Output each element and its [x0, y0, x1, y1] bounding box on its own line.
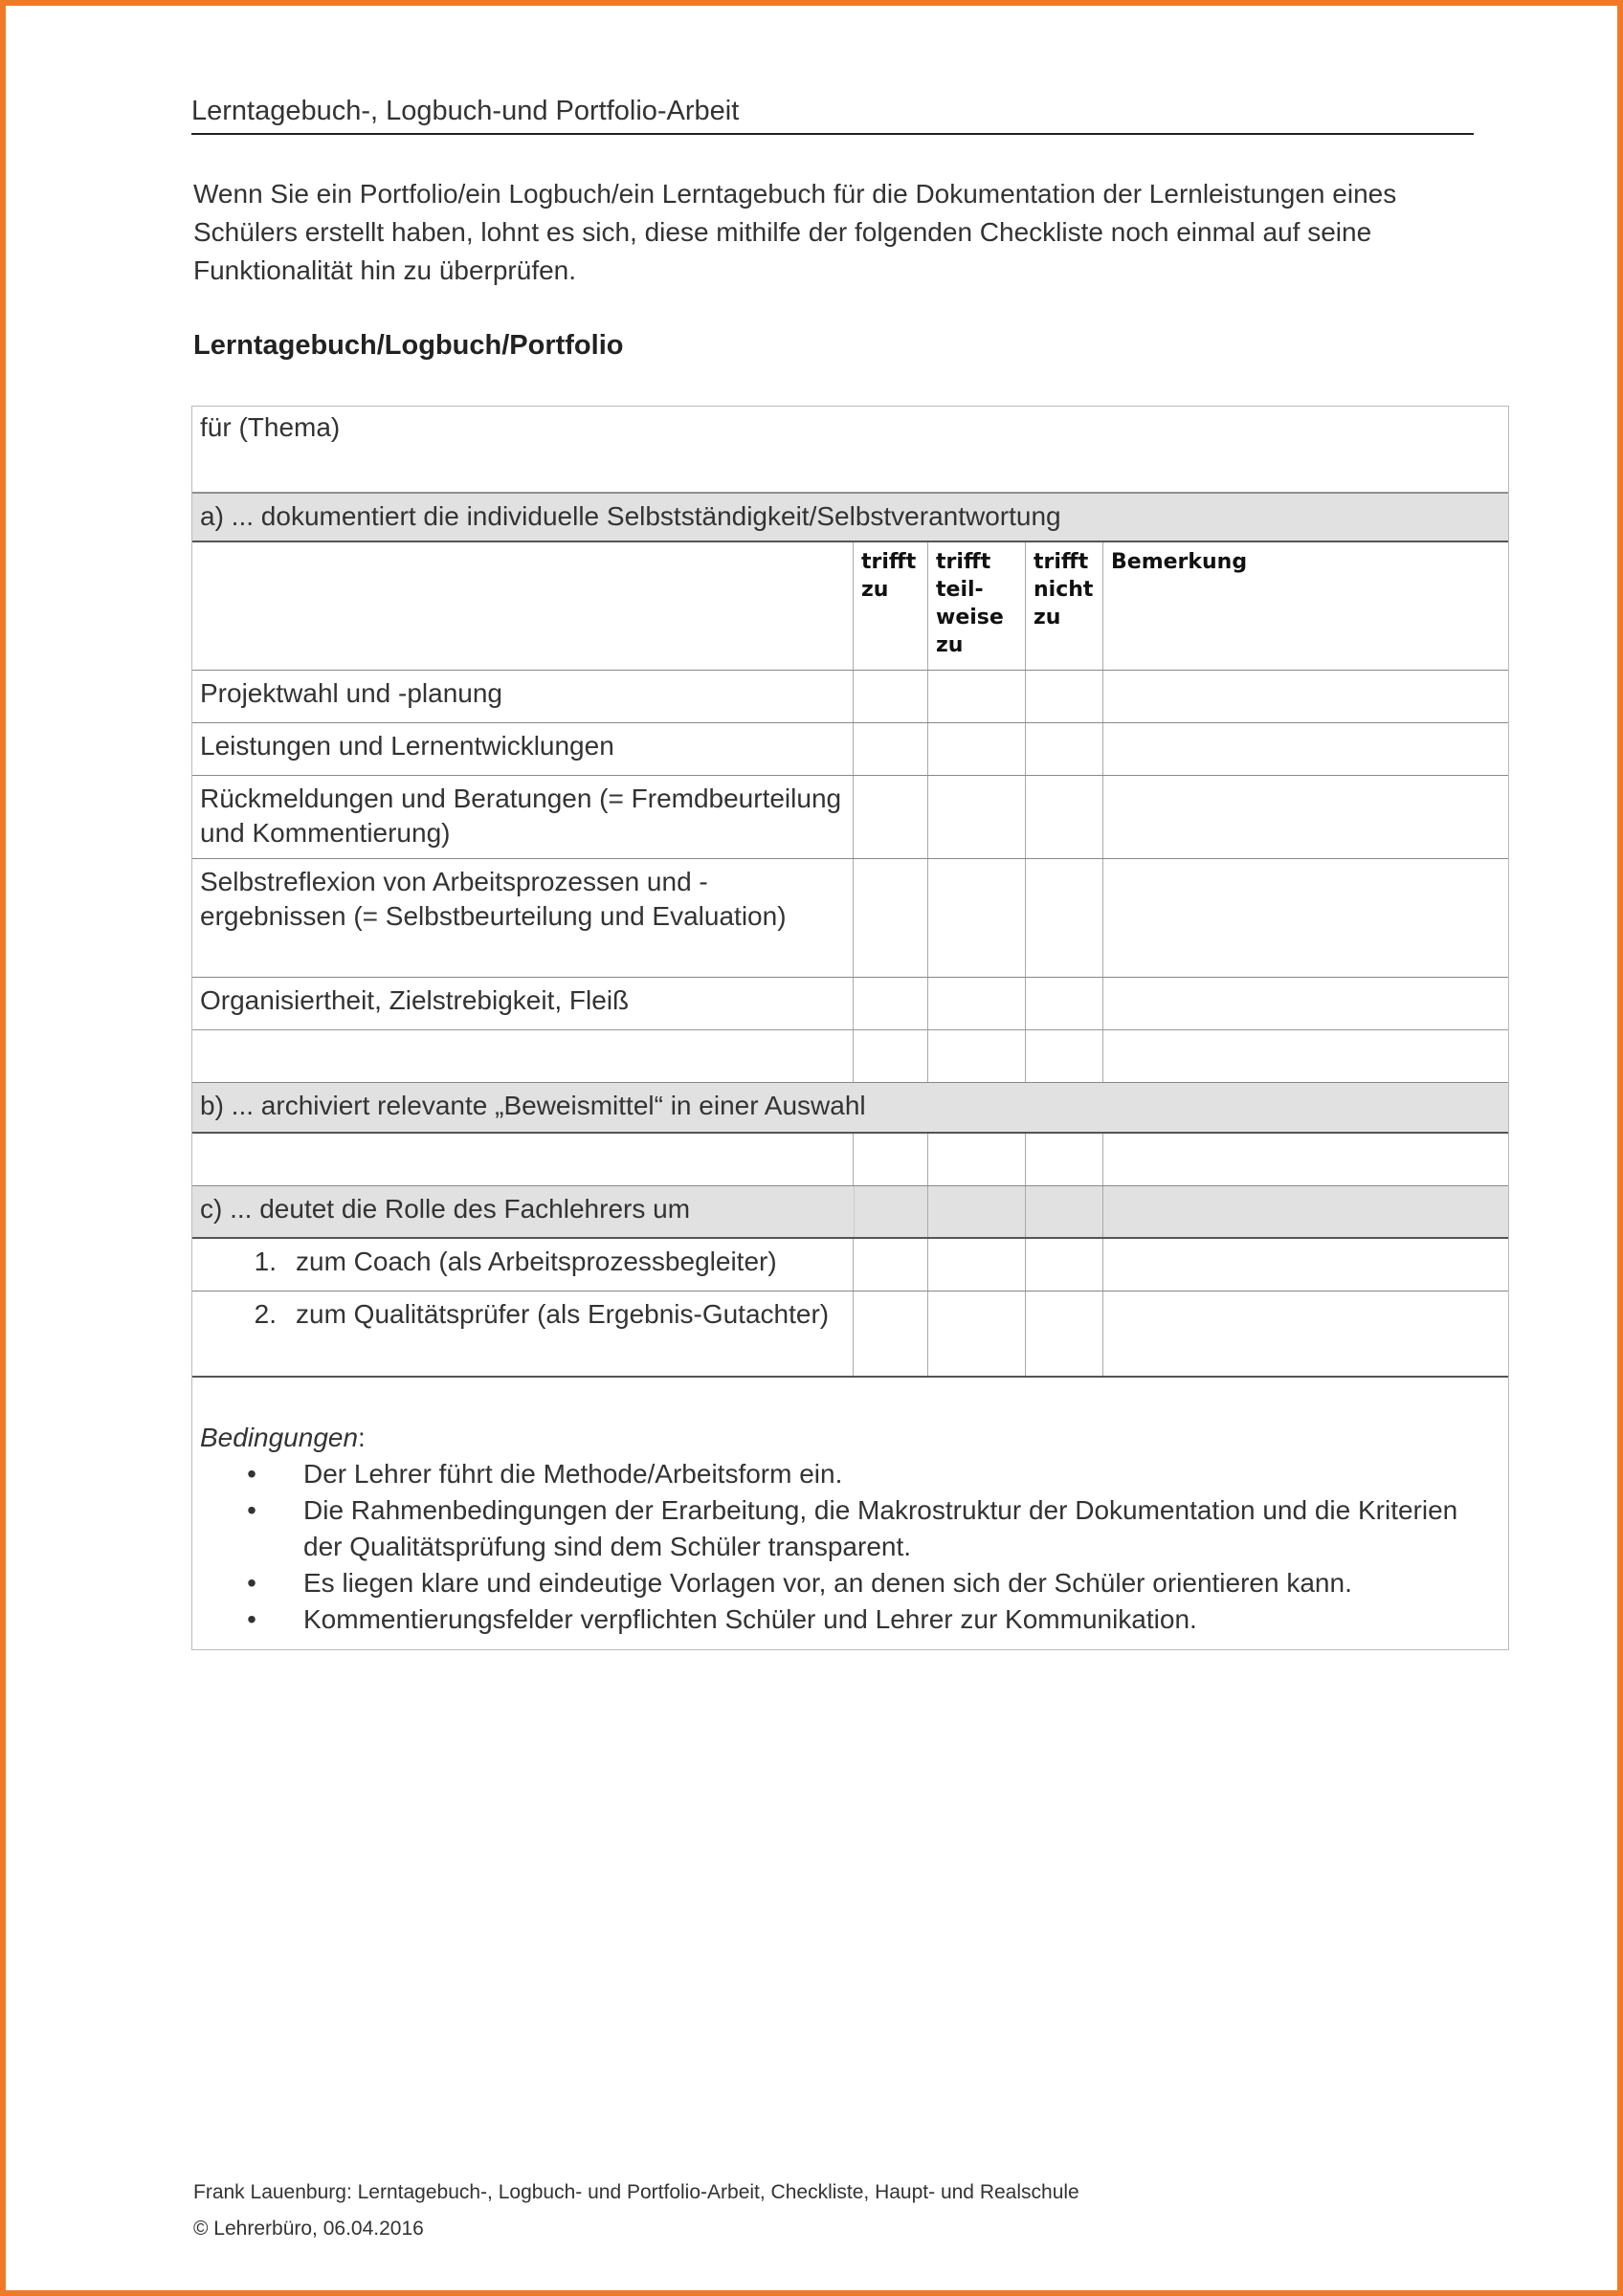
footer-copyright: © Lehrerbüro, 06.04.2016: [193, 2218, 424, 2240]
col-trifft-nicht: trifft nicht zu: [1026, 542, 1103, 670]
check-cell[interactable]: [1026, 776, 1103, 858]
check-cell[interactable]: [928, 1239, 1026, 1291]
check-cell[interactable]: [1026, 859, 1103, 977]
topic-label: für (Thema): [200, 412, 341, 442]
bullet-icon: •: [247, 1604, 256, 1634]
remark-cell[interactable]: [1103, 978, 1508, 1029]
table-row: [192, 671, 1508, 723]
check-cell[interactable]: [1026, 1292, 1103, 1376]
header-blank-cell: [192, 542, 854, 670]
table-row: [192, 978, 1508, 1030]
table-row: [192, 859, 1508, 978]
check-cell[interactable]: [854, 671, 928, 722]
footer-citation: Frank Lauenburg: Lerntagebuch-, Logbuch- und Portfolio-Arbeit, Checkliste, Haupt- und Realschule: [193, 2181, 1079, 2203]
list-item: [200, 1492, 1501, 1565]
check-cell[interactable]: [854, 723, 928, 775]
section-heading: Lerntagebuch/Logbuch/Portfolio: [193, 330, 624, 361]
conditions-heading: [200, 1420, 1501, 1456]
section-a-title: a) ... dokumentiert die individuelle Selbstständigkeit/Selbstverantwortung: [200, 501, 1061, 531]
check-cell[interactable]: [1026, 978, 1103, 1029]
list-item: [200, 1601, 1501, 1638]
conditions-list: [200, 1456, 1501, 1638]
check-cell[interactable]: [854, 776, 928, 858]
document-header: Lerntagebuch-, Logbuch-und Portfolio-Arbeit: [191, 96, 1474, 135]
shaded-cell: [928, 1186, 1026, 1237]
table-row: [192, 723, 1508, 776]
item-label: Organisiertheit, Zielstrebigkeit, Fleiß: [192, 978, 854, 1029]
item-number: 1.: [254, 1247, 277, 1276]
col-trifft-teilweise: trifft teil-weise zu: [928, 542, 1026, 670]
conditions-colon: :: [358, 1423, 366, 1452]
column-header-row: [192, 542, 1508, 671]
item-label: zum Qualitätsprüfer (als Ergebnis-Gutachter): [296, 1299, 830, 1329]
table-row: [192, 1239, 1508, 1292]
shaded-cell: [1026, 1186, 1103, 1237]
check-cell[interactable]: [928, 1292, 1026, 1376]
check-cell[interactable]: [854, 1134, 928, 1185]
conditions-title: Bedingungen: [200, 1423, 359, 1452]
item-number: 2.: [254, 1299, 277, 1329]
remark-cell[interactable]: [1103, 1239, 1508, 1291]
remark-cell[interactable]: [1103, 1292, 1508, 1376]
checklist-table: [191, 406, 1509, 1650]
item-label: zum Coach (als Arbeitsprozessbegleiter): [296, 1247, 777, 1276]
remark-cell[interactable]: [1103, 723, 1508, 775]
section-a-row: [192, 493, 1508, 542]
topic-row: [192, 407, 1508, 493]
item-label: Rückmeldungen und Beratungen (= Fremdbeurteilung und Kommentierung): [192, 776, 854, 858]
condition-text: Es liegen klare und eindeutige Vorlagen vor, an denen sich der Schüler orientieren kann.: [303, 1568, 1352, 1598]
numbered-item: [192, 1292, 854, 1376]
check-cell[interactable]: [928, 1030, 1026, 1082]
check-cell[interactable]: [928, 1134, 1026, 1185]
section-b-title: b) ... archiviert relevante „Beweismittel“ in einer Auswahl: [200, 1091, 866, 1120]
table-row-empty: [192, 1134, 1508, 1185]
check-cell[interactable]: [928, 776, 1026, 858]
check-cell[interactable]: [854, 1292, 928, 1376]
table-row: [192, 776, 1508, 859]
list-item: [200, 1565, 1501, 1601]
check-cell[interactable]: [854, 978, 928, 1029]
check-cell[interactable]: [928, 859, 1026, 977]
remark-cell[interactable]: [1103, 776, 1508, 858]
remark-cell[interactable]: [1103, 1134, 1508, 1185]
check-cell[interactable]: [928, 671, 1026, 722]
check-cell[interactable]: [1026, 723, 1103, 775]
table-row: [192, 1292, 1508, 1378]
empty-cell[interactable]: [192, 1030, 854, 1082]
condition-text: Der Lehrer führt die Methode/Arbeitsform ein.: [303, 1459, 843, 1489]
remark-cell[interactable]: [1103, 1030, 1508, 1082]
intro-paragraph: Wenn Sie ein Portfolio/ein Logbuch/ein Lerntagebuch für die Dokumentation der Lernleistungen eines Schülers erstellt haben, lohnt es sich, diese mithilfe der folgenden Checkliste noch einmal auf seine Funktionalität hin zu überprüfen.: [193, 179, 1397, 285]
check-cell[interactable]: [854, 1030, 928, 1082]
conditions-block: [192, 1378, 1508, 1649]
shaded-cell: [1103, 1186, 1508, 1237]
bullet-icon: •: [247, 1568, 256, 1598]
section-c-row: [192, 1185, 1508, 1239]
list-item: [200, 1456, 1501, 1492]
page-footer: [193, 2175, 1079, 2247]
check-cell[interactable]: [1026, 1030, 1103, 1082]
col-bemerkung: Bemerkung: [1111, 550, 1248, 574]
item-label: Selbstreflexion von Arbeitsprozessen und -ergebnissen (= Selbstbeurteilung und Evaluation): [192, 859, 854, 977]
check-cell[interactable]: [1026, 1134, 1103, 1185]
check-cell[interactable]: [854, 1239, 928, 1291]
condition-text: Die Rahmenbedingungen der Erarbeitung, die Makrostruktur der Dokumentation und die Kriterien der Qualitätsprüfung sind dem Schüler transparent.: [303, 1495, 1458, 1561]
shaded-cell: [854, 1186, 928, 1237]
item-label: Leistungen und Lernentwicklungen: [192, 723, 854, 775]
section-b-row: [192, 1082, 1508, 1134]
check-cell[interactable]: [928, 723, 1026, 775]
bullet-icon: •: [247, 1495, 256, 1525]
check-cell[interactable]: [854, 859, 928, 977]
condition-text: Kommentierungsfelder verpflichten Schüler und Lehrer zur Kommunikation.: [303, 1604, 1197, 1634]
table-row-empty: [192, 1030, 1508, 1082]
check-cell[interactable]: [1026, 1239, 1103, 1291]
check-cell[interactable]: [928, 978, 1026, 1029]
empty-cell[interactable]: [192, 1134, 854, 1185]
numbered-item: [192, 1239, 854, 1291]
remark-cell[interactable]: [1103, 859, 1508, 977]
bullet-icon: •: [247, 1459, 256, 1489]
item-label: Projektwahl und -planung: [192, 671, 854, 722]
col-trifft-zu: trifft zu: [854, 542, 928, 670]
check-cell[interactable]: [1026, 671, 1103, 722]
section-c-title: c) ... deutet die Rolle des Fachlehrers um: [200, 1194, 691, 1224]
remark-cell[interactable]: [1103, 671, 1508, 722]
